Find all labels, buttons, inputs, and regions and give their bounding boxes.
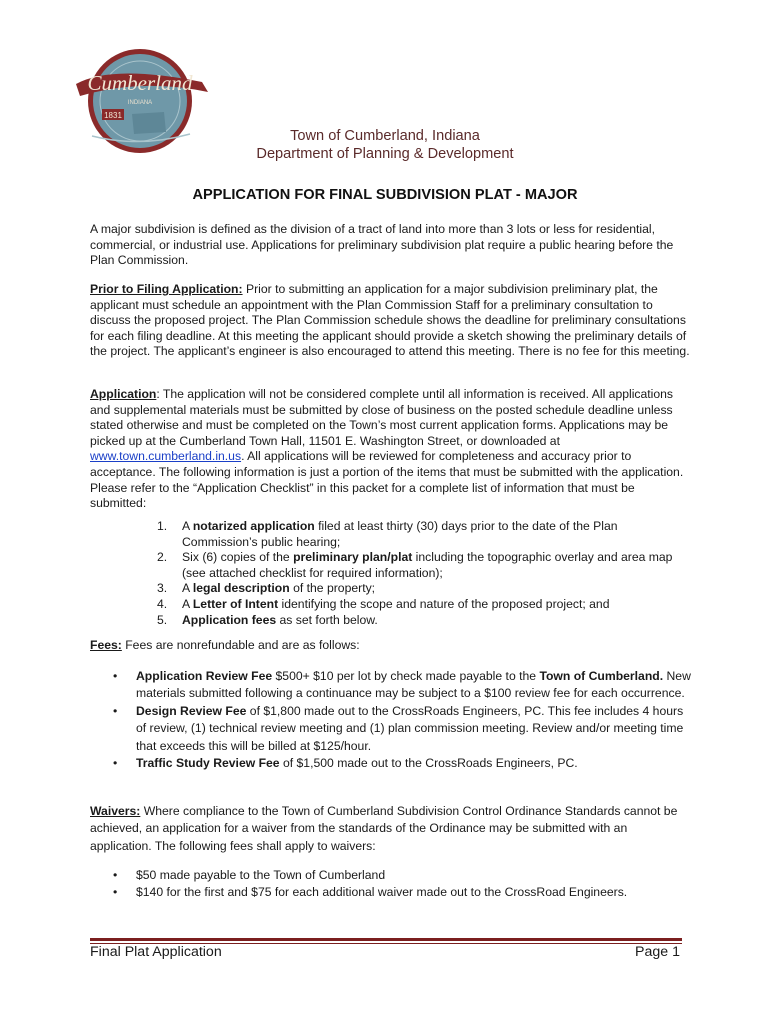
town-name: Town of Cumberland, Indiana [290,128,480,144]
waivers-heading: Waivers: [90,804,141,818]
intro-paragraph: A major subdivision is defined as the division of a tract of land into more than 3 lots or less for residential, commercial, or industrial use. Applications for preliminary subdivision plat require a public hearing before the Plan Commission. [90,222,674,268]
prior-heading: Prior to Filing Application: [90,282,243,296]
waivers-list [113,867,693,902]
list-item: • Traffic Study Review Fee of $1,500 made out to the CrossRoads Engineers, PC. [113,756,578,771]
prior-to-filing-section: Prior to Filing Application: Prior to submitting an application for a major subdivision preliminary plat, the applicant must schedule an appointment with the Plan Commission Staff for a preliminary consultation to discuss the proposed project. The Plan Commission schedule shows the deadline for preliminary consultations for each filing deadline. At this meeting the applicant should provide a sketch showing the preliminary details of the project. The applicant’s engineer is also encouraged to attend this meeting. There is no fee for this meeting. [90,282,690,359]
list-item: • Design Review Fee of $1,800 made out to the CrossRoads Engineers, PC. This fee includes 4 hours of review, (1) technical review meeting and (1) plan commission meeting. Review and/or meeting time that exceeds this will be billed at $125/hour. [113,703,684,753]
footer-title: Final Plat Application [90,944,222,960]
svg-text:INDIANA: INDIANA [127,100,153,106]
waivers-section: Waivers: Where compliance to the Town of Cumberland Subdivision Control Ordinance Standards cannot be achieved, an application for a waiver from the standards of the Ordinance may be submitted with an application. The following fees shall apply to waivers: [90,804,678,853]
page-number: Page 1 [635,944,680,960]
footer-rule [90,938,682,941]
list-item: • $50 made payable to the Town of Cumberland [113,868,386,882]
list-item: • $140 for the first and $75 for each additional waiver made out to the CrossRoad Engineers. [113,885,628,900]
list-item: 5. Application fees as set forth below. [157,612,378,627]
application-section: Application: The application will not be considered complete until all information is received. All applications and supplemental materials must be submitted by close of business on the posted schedule deadline unless stated otherwise and must be completed on the Town’s most current application forms. Applications may be picked up at the Cumberland Town Hall, 11501 E. Washington Street, or downloaded at www.town.cumberland.in.us. All applications will be reviewed for completeness and accuracy prior to acceptance. The following information is just a portion of the items that must be submitted with the application. Please refer to the “Application Checklist” in this packet for a complete list of information that must be submitted: [90,387,684,511]
fees-heading: Fees: [90,638,122,652]
list-item: 4. A Letter of Intent identifying the scope and nature of the proposed project; and [157,596,610,611]
svg-text:1831: 1831 [104,111,122,120]
fees-list [113,668,693,772]
fees-section: Fees: Fees are nonrefundable and are as follows: [90,638,360,652]
list-item: • Application Review Fee $500+ $10 per lot by check made payable to the Town of Cumberland. New materials submitted following a continuance may be subject to a $100 review fee for each occurrence. [113,669,691,701]
list-item: 1. A notarized application filed at least thirty (30) days prior to the date of the Plan Commission’s public hearing; [157,519,618,549]
list-item: 3. A legal description of the property; [157,581,376,596]
required-items-list [157,519,677,628]
application-heading: Application [90,387,157,401]
document-title: APPLICATION FOR FINAL SUBDIVISION PLAT - MAJOR [192,187,578,203]
town-website-link[interactable]: www.town.cumberland.in.us [90,449,242,464]
logo-text: Cumberland [87,71,193,95]
department-name: Department of Planning & Development [256,146,514,162]
list-item: 2. Six (6) copies of the preliminary plan/plat including the topographic overlay and area map (see attached checklist for required information); [157,550,673,580]
